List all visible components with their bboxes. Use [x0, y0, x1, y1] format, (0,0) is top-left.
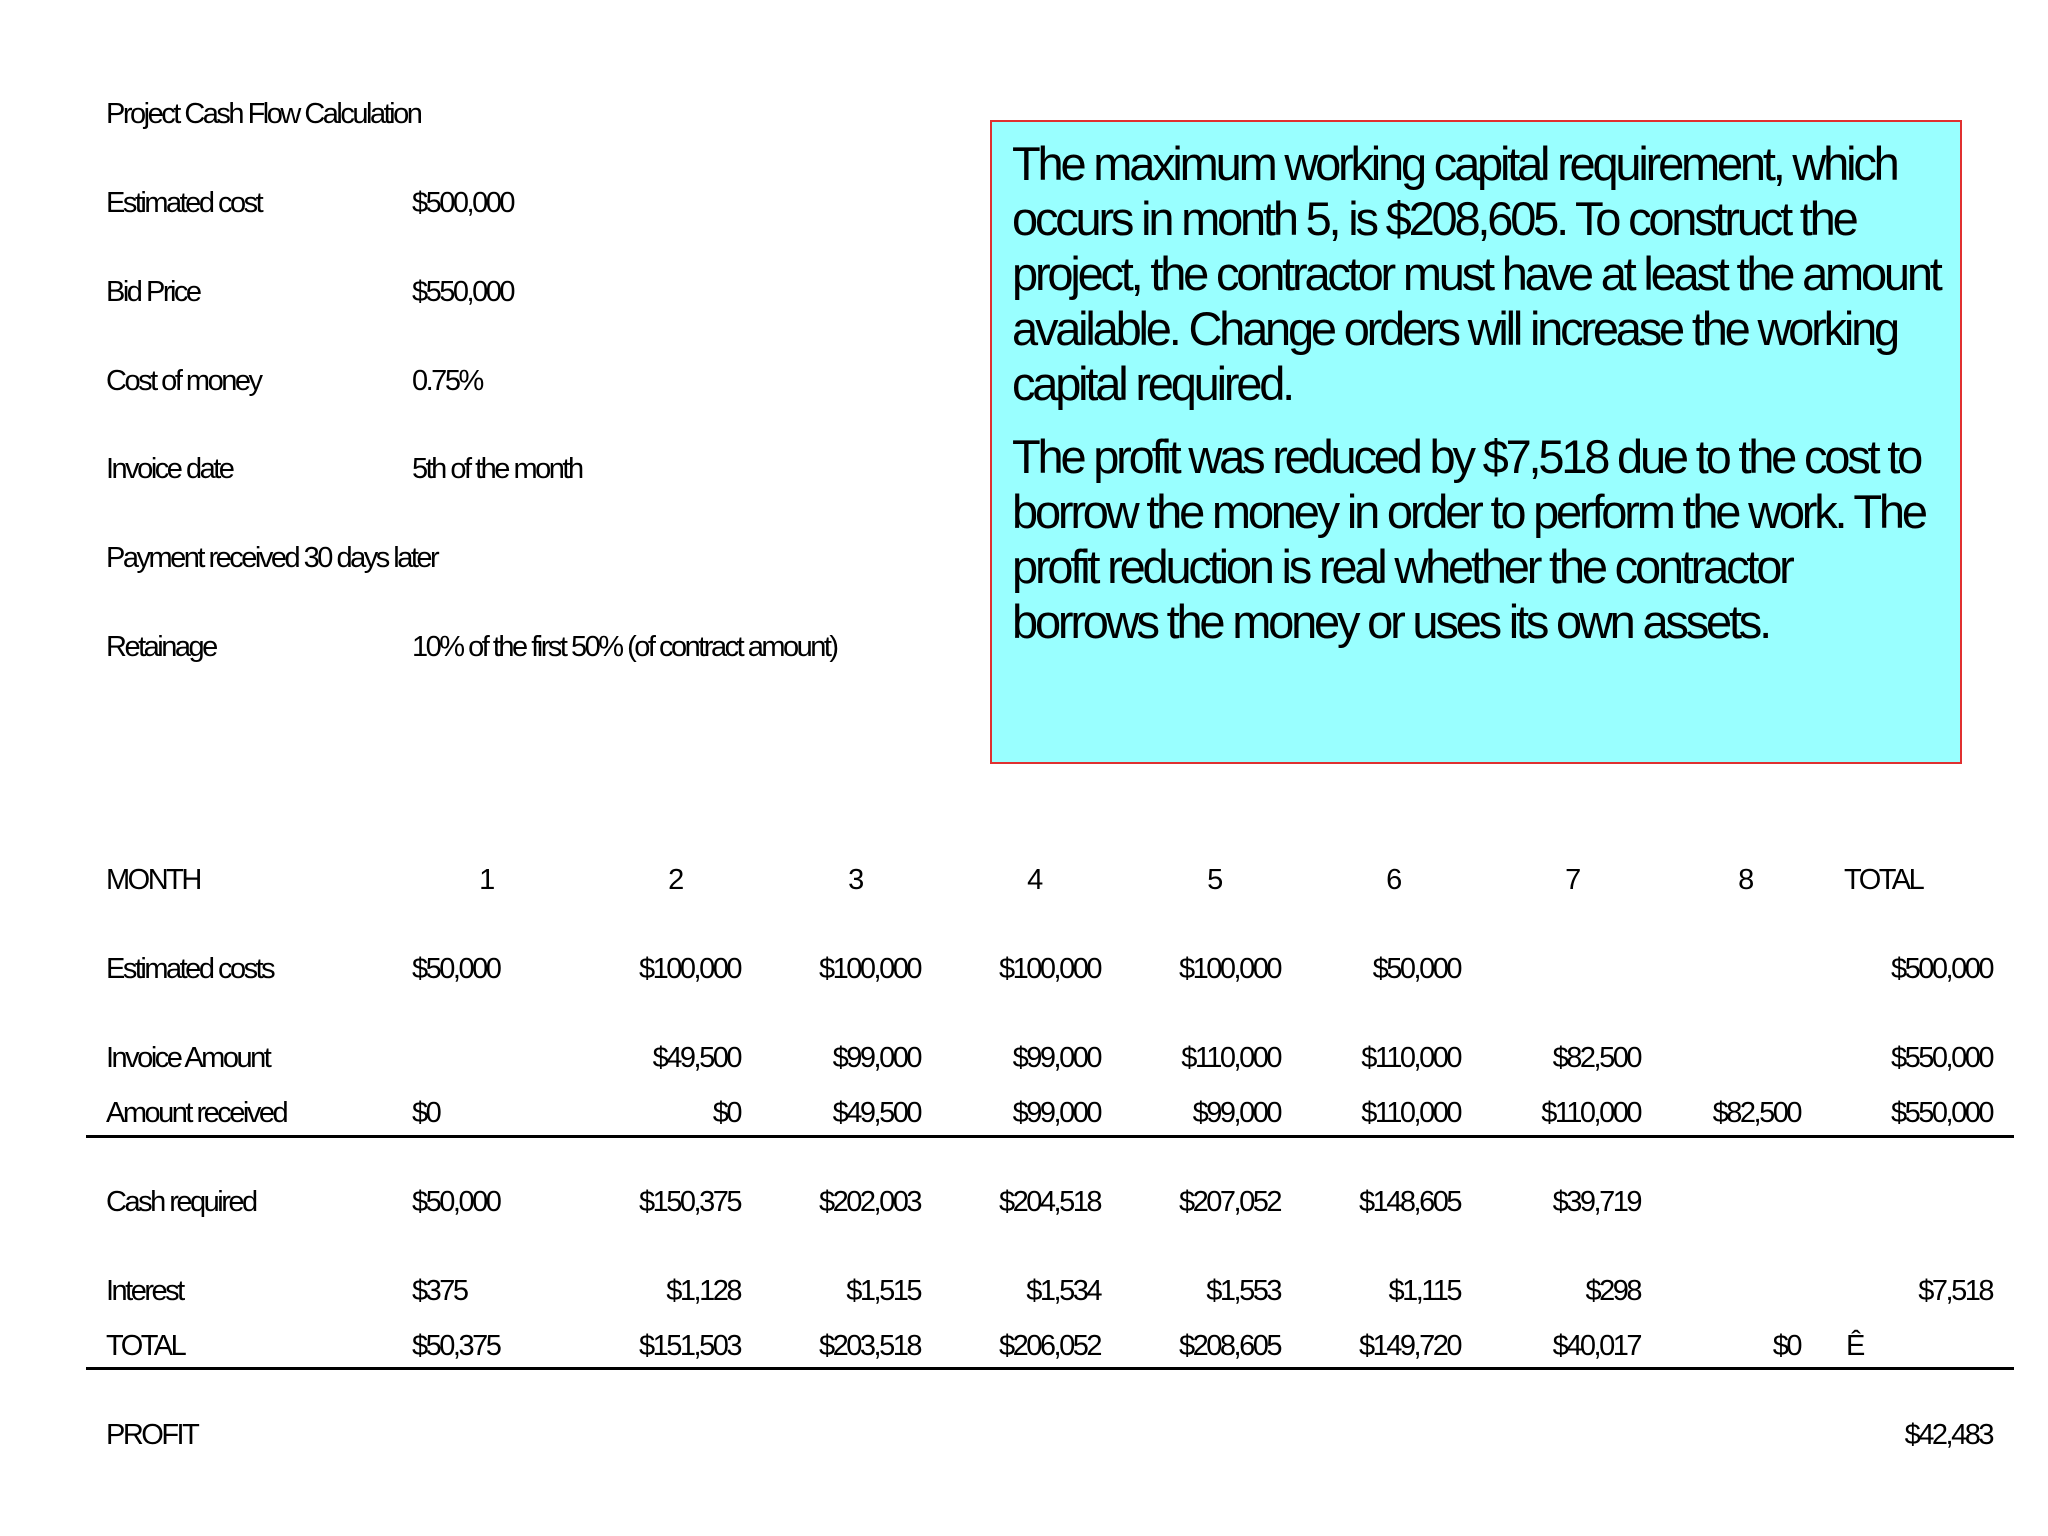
table-cell: $7,518 — [1918, 1275, 1992, 1307]
param-value-estimated-cost: $500,000 — [412, 187, 513, 219]
table-cell: $110,000 — [1361, 1042, 1460, 1074]
param-label-cost-of-money: Cost of money — [106, 365, 261, 397]
table-cell: $151,503 — [639, 1330, 740, 1362]
table-rule — [86, 1135, 2014, 1138]
table-cell: $40,017 — [1552, 1330, 1640, 1362]
table-cell: $99,000 — [1012, 1042, 1100, 1074]
table-cell: $0 — [412, 1097, 440, 1129]
table-cell: $99,000 — [1012, 1097, 1100, 1129]
table-row-label: Amount received — [106, 1097, 287, 1129]
table-cell: $1,128 — [666, 1275, 740, 1307]
table-row-label: TOTAL — [106, 1330, 185, 1362]
table-cell: $42,483 — [1904, 1419, 1992, 1451]
table-cell: $100,000 — [999, 953, 1100, 985]
table-cell: $203,518 — [819, 1330, 920, 1362]
table-cell: $50,000 — [1372, 953, 1460, 985]
table-cell: $82,500 — [1552, 1042, 1640, 1074]
table-cell: $148,605 — [1359, 1186, 1460, 1218]
table-cell: $82,500 — [1712, 1097, 1800, 1129]
table-cell: $204,518 — [999, 1186, 1100, 1218]
table-cell: $50,375 — [412, 1330, 500, 1362]
param-label-bid-price: Bid Price — [106, 276, 200, 308]
table-rule — [86, 1367, 2014, 1370]
table-cell: $207,052 — [1179, 1186, 1280, 1218]
table-header-total: TOTAL — [1844, 864, 1923, 896]
table-cell: Ê — [1846, 1330, 1863, 1362]
table-cell: $550,000 — [1891, 1042, 1992, 1074]
table-cell: $1,115 — [1388, 1275, 1460, 1307]
param-value-retainage: 10% of the first 50% (of contract amount) — [412, 631, 837, 663]
param-value-cost-of-money: 0.75% — [412, 365, 482, 397]
table-header-month-8: 8 — [1738, 864, 1752, 896]
table-cell: $298 — [1585, 1275, 1640, 1307]
param-value-bid-price: $550,000 — [412, 276, 513, 308]
table-header-month-2: 2 — [668, 864, 682, 896]
table-cell: $150,375 — [639, 1186, 740, 1218]
table-cell: $0 — [712, 1097, 740, 1129]
table-cell: $149,720 — [1359, 1330, 1460, 1362]
table-cell: $99,000 — [832, 1042, 920, 1074]
param-label-payment-received: Payment received 30 days later — [106, 542, 438, 574]
table-cell: $99,000 — [1192, 1097, 1280, 1129]
table-cell: $100,000 — [639, 953, 740, 985]
explanation-note — [990, 120, 1962, 764]
table-cell: $375 — [412, 1275, 467, 1307]
table-header-month-3: 3 — [848, 864, 862, 896]
table-cell: $1,553 — [1206, 1275, 1280, 1307]
table-cell: $0 — [1772, 1330, 1800, 1362]
note-paragraph: The profit was reduced by $7,518 due to the cost to borrow the money in order to perform the work. The profit reduction is real whether the contractor borrows the money or uses its own assets. — [1012, 430, 1925, 648]
table-row-label: Invoice Amount — [106, 1042, 270, 1074]
table-header-month-5: 5 — [1207, 864, 1221, 896]
table-row-label: PROFIT — [106, 1419, 198, 1451]
table-cell: $50,000 — [412, 1186, 500, 1218]
table-cell: $49,500 — [832, 1097, 920, 1129]
table-row-label: Cash required — [106, 1186, 256, 1218]
table-header-month-4: 4 — [1027, 864, 1041, 896]
table-cell: $202,003 — [819, 1186, 920, 1218]
table-cell: $206,052 — [999, 1330, 1100, 1362]
table-cell: $49,500 — [652, 1042, 740, 1074]
table-cell: $110,000 — [1541, 1097, 1640, 1129]
table-cell: $100,000 — [1179, 953, 1280, 985]
table-header-month: MONTH — [106, 864, 200, 896]
table-row-label: Interest — [106, 1275, 183, 1307]
table-header-month-6: 6 — [1386, 864, 1400, 896]
table-cell: $50,000 — [412, 953, 500, 985]
table-cell: $39,719 — [1552, 1186, 1640, 1218]
table-cell: $550,000 — [1891, 1097, 1992, 1129]
page-title: Project Cash Flow Calculation — [106, 98, 421, 130]
table-header-month-1: 1 — [479, 864, 493, 896]
table-row-label: Estimated costs — [106, 953, 274, 985]
note-paragraph: The maximum working capital requirement, which occurs in month 5, is $208,605. To construct the project, the contractor must have at least the amount available. Change orders will increase the working capital required. — [1012, 137, 1940, 410]
table-cell: $100,000 — [819, 953, 920, 985]
table-cell: $110,000 — [1361, 1097, 1460, 1129]
param-value-invoice-date: 5th of the month — [412, 453, 582, 485]
param-label-retainage: Retainage — [106, 631, 216, 663]
table-cell: $1,534 — [1026, 1275, 1100, 1307]
table-cell: $110,000 — [1181, 1042, 1280, 1074]
param-label-estimated-cost: Estimated cost — [106, 187, 262, 219]
table-cell: $500,000 — [1891, 953, 1992, 985]
param-label-invoice-date: Invoice date — [106, 453, 233, 485]
table-header-month-7: 7 — [1565, 864, 1579, 896]
table-cell: $1,515 — [846, 1275, 920, 1307]
table-cell: $208,605 — [1179, 1330, 1280, 1362]
